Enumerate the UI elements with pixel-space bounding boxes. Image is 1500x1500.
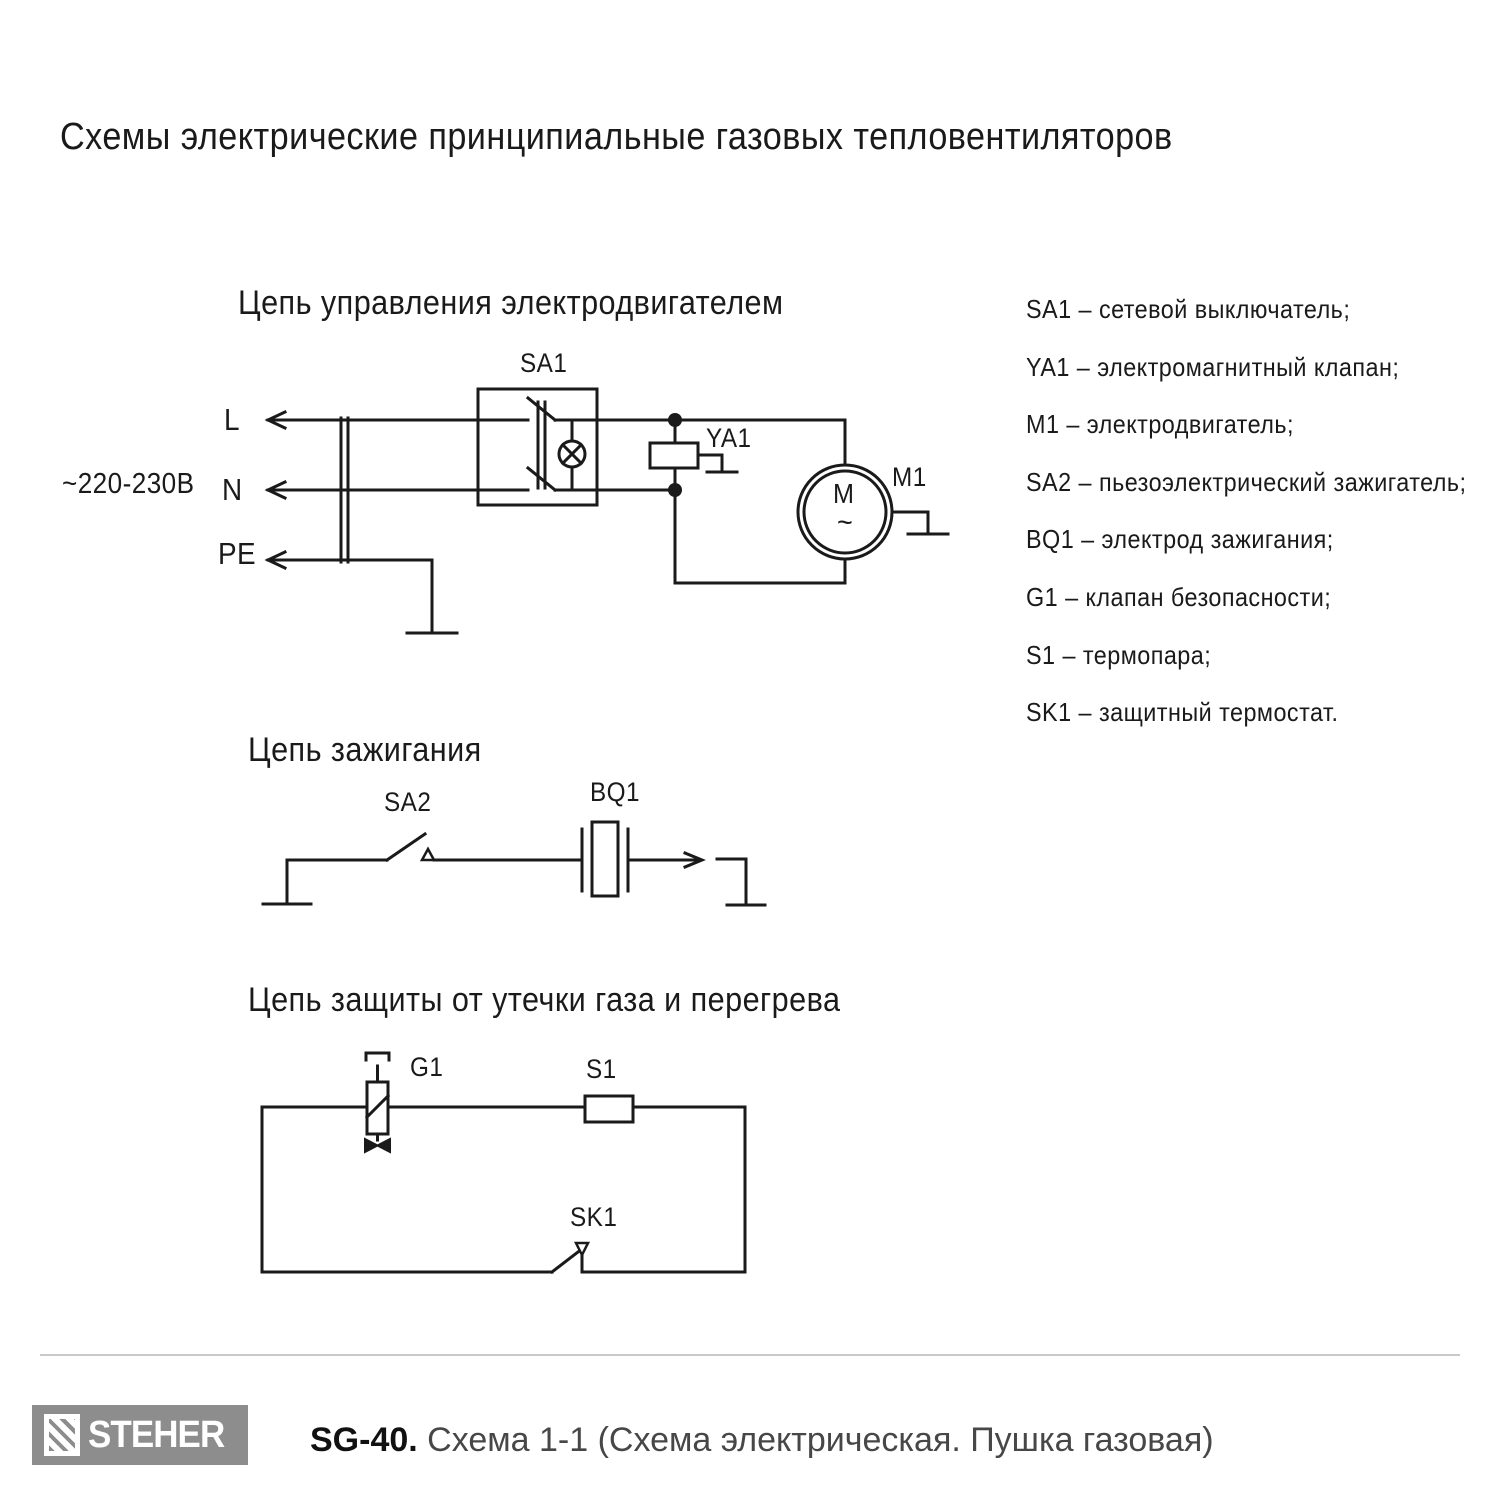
m1-label: M1 [892,462,927,492]
s1-label: S1 [586,1054,617,1084]
legend-item-sk1: SK1 – защитный термостат. [1026,697,1339,727]
footer-scheme-title: Схема 1-1 (Схема электрическая. Пушка газовая) [427,1421,1214,1459]
protection-loop-wiring [262,1107,745,1272]
ya1-label: YA1 [706,423,752,453]
section-title-ignition: Цепь зажигания [248,731,482,769]
pe-ground-symbol [407,560,457,633]
legend-item-sa2: SA2 – пьезоэлектрический зажигатель; [1026,467,1467,497]
legend-item-g1: G1 – клапан безопасности; [1026,582,1332,612]
sa1-label: SA1 [520,348,568,378]
sk1-label: SK1 [570,1202,618,1232]
legend-item-m1: M1 – электродвигатель; [1026,409,1294,439]
legend-item-s1: S1 – термопара; [1026,640,1212,670]
footer-model: SG-40. [310,1421,418,1459]
m1-motor-symbol [798,465,948,559]
protection-circuit [262,1053,745,1272]
spark-arrow [628,853,702,867]
legend-item-bq1: BQ1 – электрод зажигания; [1026,524,1334,554]
sa1-switch-symbol [478,389,675,505]
voltage-label: ~220-230В [62,468,195,500]
left-ground-bracket [263,860,311,904]
motor-control-circuit [268,389,948,633]
motor-wiring [675,420,845,583]
footer-caption [310,1421,1214,1460]
terminal-PE-label: PE [218,536,257,571]
motor-ac-symbol: ~ [837,506,854,539]
section-title-protection: Цепь защиты от утечки газа и перегрева [248,981,841,1019]
ignition-circuit [263,822,765,905]
ya1-valve-symbol [650,420,737,490]
legend-item-ya1: YA1 – электромагнитный клапан; [1026,352,1400,382]
power-input-arrows [268,412,478,568]
footer-divider [40,1354,1460,1356]
sa2-igniter-symbol [387,834,434,860]
sk1-thermostat-symbol [552,1243,588,1272]
sa2-label: SA2 [384,787,432,817]
s1-thermocouple-symbol [585,1096,633,1122]
steher-logo-icon [44,1414,80,1456]
steher-logo-text: STEHER [87,1413,225,1456]
terminal-L-label: L [224,402,240,437]
section-title-motor-control: Цепь управления электродвигателем [238,284,784,322]
terminal-N-label: N [222,472,243,507]
steher-logo [32,1405,248,1465]
motor-M-letter: M [833,478,855,509]
g1-label: G1 [410,1052,444,1082]
page-title: Схемы электрические принципиальные газовых тепловентиляторов [60,116,1173,158]
bq1-electrode-symbol [582,822,628,896]
g1-safety-valve-symbol [365,1053,390,1152]
legend-item-sa1: SA1 – сетевой выключатель; [1026,294,1351,324]
right-ground-bracket [717,859,765,905]
indicator-lamp-symbol [559,420,585,490]
bq1-label: BQ1 [590,777,640,807]
